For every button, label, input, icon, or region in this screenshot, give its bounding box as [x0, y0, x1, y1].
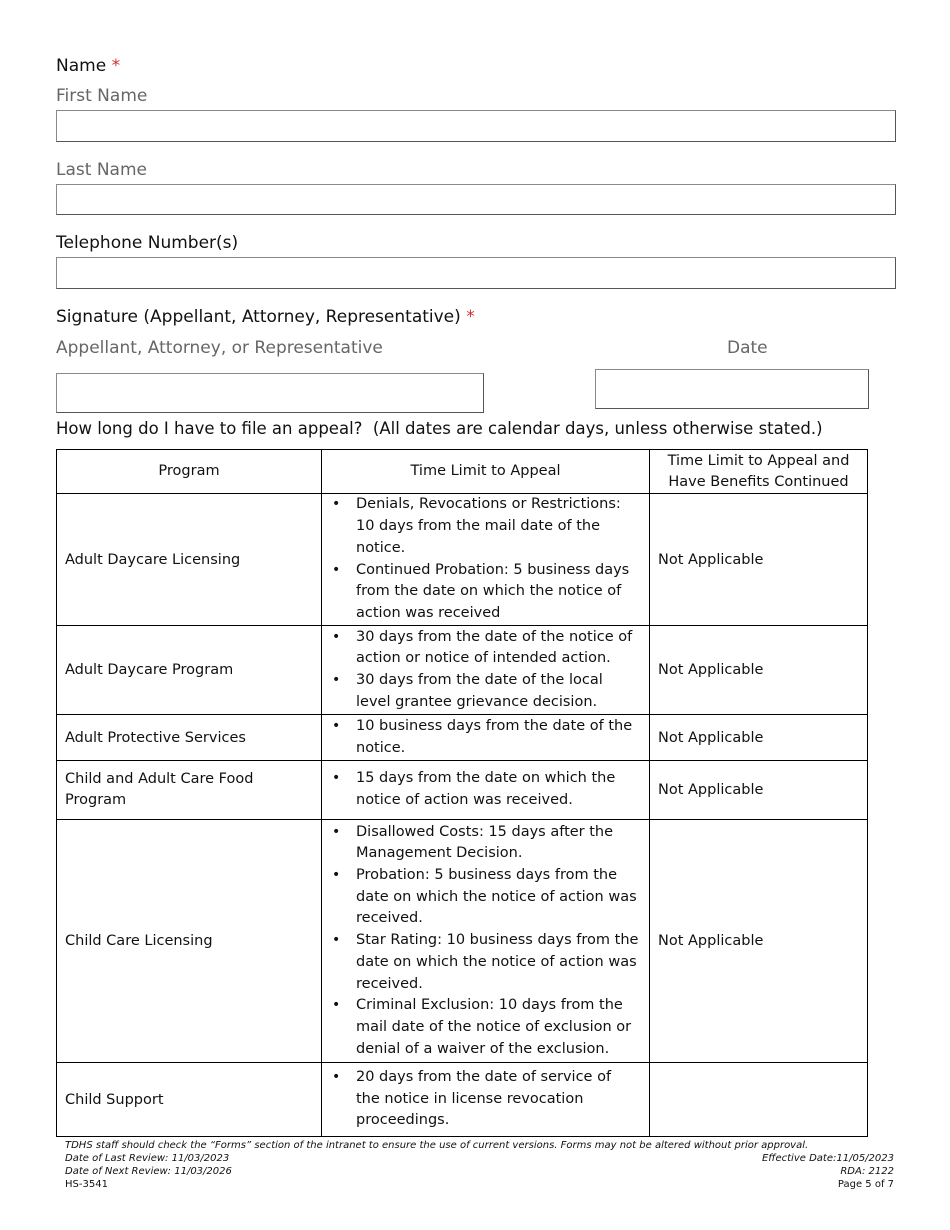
time-limit-cell [322, 715, 650, 761]
footer-effective-date: Effective Date:11/05/2023 [761, 1153, 894, 1164]
table-row [57, 626, 868, 715]
time-limit-item: • 15 days from the date on which the notice of action was received. [328, 768, 639, 811]
program-cell: Adult Daycare Licensing [57, 494, 322, 626]
program-cell: Adult Protective Services [57, 715, 322, 761]
last-name-label: Last Name [56, 160, 147, 180]
time-limit-item: • 10 business days from the date of the notice. [328, 716, 639, 759]
benefits-continued-cell [650, 1063, 868, 1137]
time-limit-cell [322, 494, 650, 626]
benefits-continued-cell: Not Applicable [650, 761, 868, 820]
date-input[interactable] [595, 369, 869, 409]
program-cell: Child and Adult Care Food Program [57, 761, 322, 820]
benefits-continued-cell: Not Applicable [650, 715, 868, 761]
time-limit-item: • 30 days from the date of the local level grantee grievance decision. [328, 670, 639, 713]
footer-notice: TDHS staff should check the “Forms” section of the intranet to ensure the use of current versions. Forms may not be altered without prior approval. [65, 1140, 809, 1151]
benefits-continued-cell: Not Applicable [650, 494, 868, 626]
time-limit-cell [322, 820, 650, 1063]
time-limit-item: • Denials, Revocations or Restrictions: 10 days from the mail date of the notice. [328, 494, 639, 559]
footer-last-review: Date of Last Review: 11/03/2023 [65, 1153, 230, 1164]
table-header-row [57, 450, 868, 494]
signature-input[interactable] [56, 373, 484, 413]
required-marker: * [466, 307, 475, 327]
time-limit-item: • Disallowed Costs: 15 days after the Management Decision. [328, 822, 639, 865]
signature-label: Signature (Appellant, Attorney, Representative) * [56, 307, 475, 327]
appeal-question: How long do I have to file an appeal? (All dates are calendar days, unless otherwise stated.) [56, 419, 823, 438]
table-row [57, 1063, 868, 1137]
telephone-label: Telephone Number(s) [56, 233, 239, 253]
header-time-limit: Time Limit to Appeal [322, 450, 650, 494]
program-cell: Child Care Licensing [57, 820, 322, 1063]
telephone-input[interactable] [56, 257, 896, 289]
table-row [57, 820, 868, 1063]
appeal-time-limits-table [56, 449, 868, 1137]
benefits-continued-cell: Not Applicable [650, 626, 868, 715]
time-limit-cell [322, 626, 650, 715]
signer-label: Appellant, Attorney, or Representative [56, 338, 383, 358]
table-row [57, 494, 868, 626]
required-marker: * [111, 56, 121, 76]
time-limit-cell [322, 1063, 650, 1137]
time-limit-item: • Star Rating: 10 business days from the date on which the notice of action was received. [328, 930, 639, 995]
footer-next-review: Date of Next Review: 11/03/2026 [65, 1166, 232, 1177]
last-name-input[interactable] [56, 184, 896, 215]
time-limit-item: • Probation: 5 business days from the date on which the notice of action was received. [328, 865, 639, 930]
table-row [57, 761, 868, 820]
program-cell: Child Support [57, 1063, 322, 1137]
program-cell: Adult Daycare Program [57, 626, 322, 715]
time-limit-item: • Continued Probation: 5 business days from the date on which the notice of action was received [328, 560, 639, 625]
first-name-label: First Name [56, 86, 148, 106]
time-limit-item: • 30 days from the date of the notice of action or notice of intended action. [328, 627, 639, 670]
footer-form-number: HS-3541 [65, 1179, 108, 1190]
date-label: Date [727, 338, 768, 358]
footer-page-number: Page 5 of 7 [837, 1179, 894, 1190]
name-label: Name * [56, 56, 121, 76]
benefits-continued-cell: Not Applicable [650, 820, 868, 1063]
time-limit-item: • Criminal Exclusion: 10 days from the mail date of the notice of exclusion or denial of a waiver of the exclusion. [328, 995, 639, 1060]
header-program: Program [57, 450, 322, 494]
time-limit-item: • 20 days from the date of service of the notice in license revocation proceedings. [328, 1067, 639, 1132]
table-row [57, 715, 868, 761]
header-benefits-continued: Time Limit to Appeal and Have Benefits Continued [650, 450, 868, 494]
time-limit-cell [322, 761, 650, 820]
appeal-note: (All dates are calendar days, unless otherwise stated.) [372, 419, 823, 438]
footer-rda: RDA: 2122 [840, 1166, 894, 1177]
first-name-input[interactable] [56, 110, 896, 142]
